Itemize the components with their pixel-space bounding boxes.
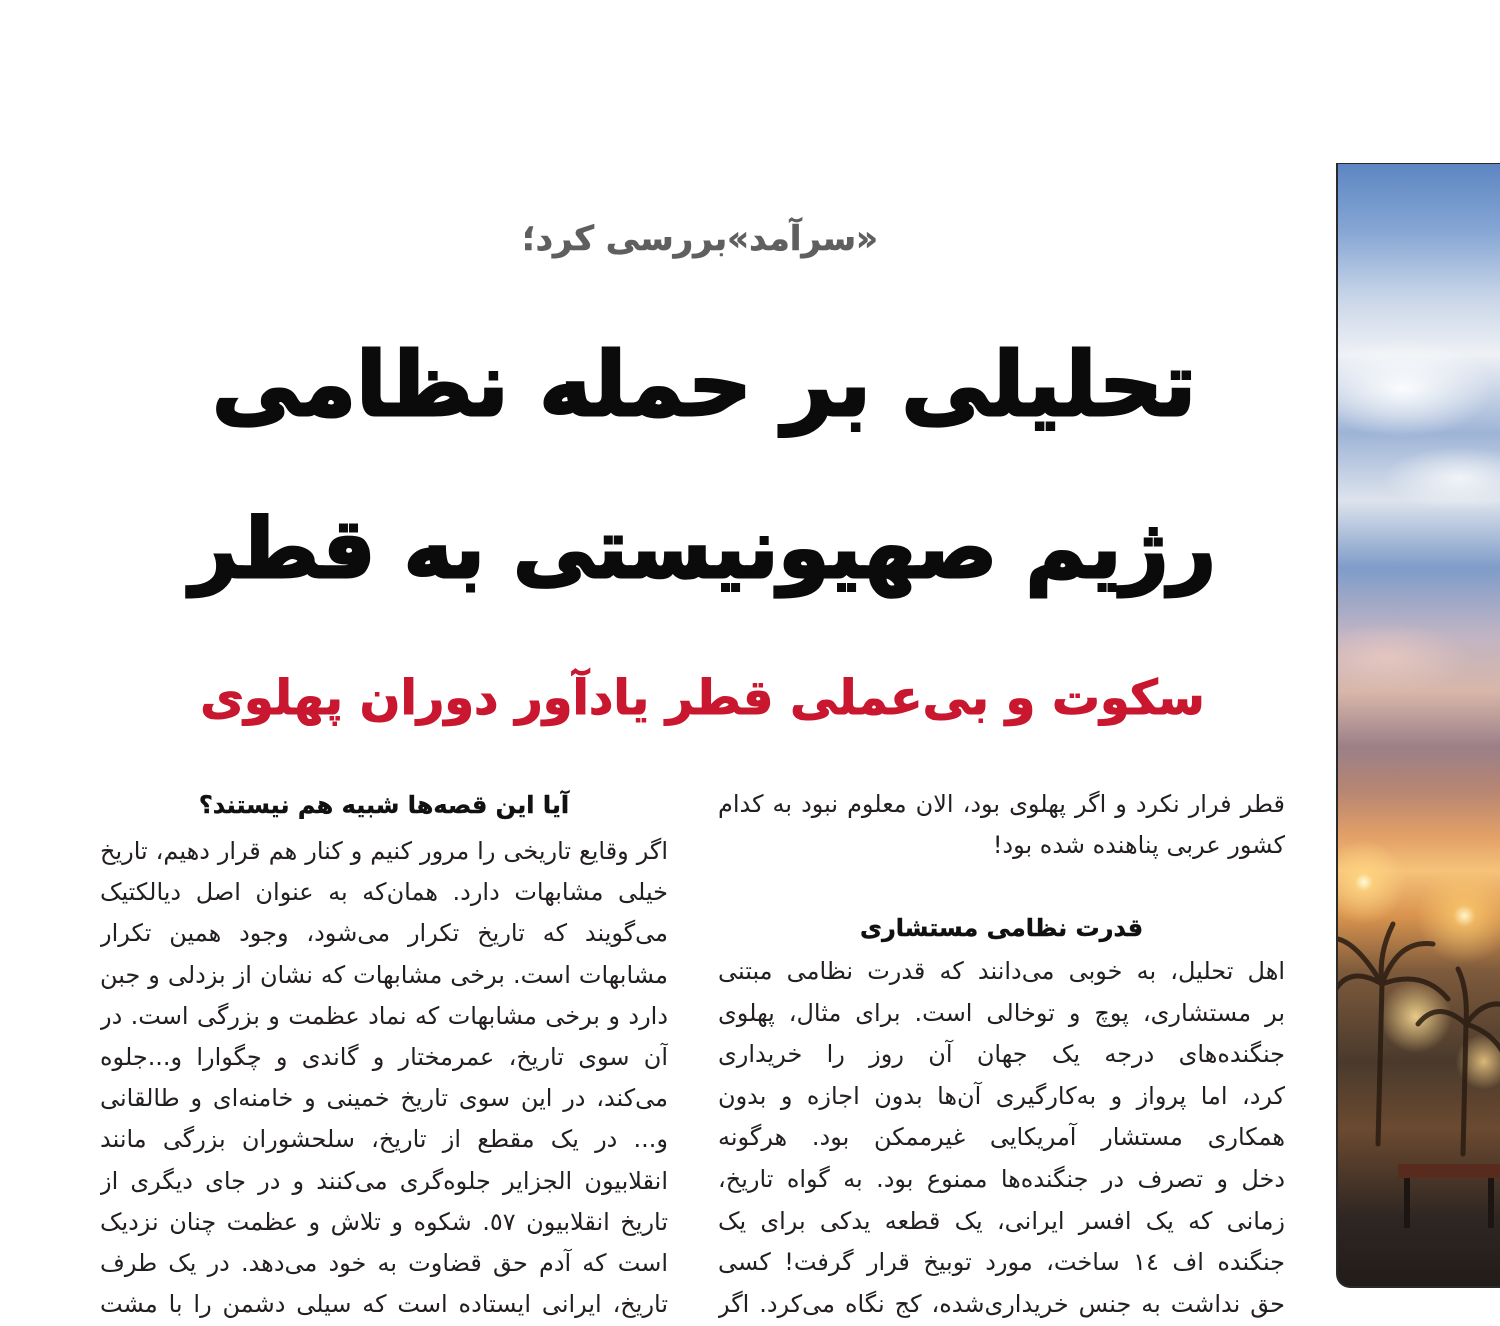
section-heading: قدرت نظامی مستشاری	[859, 914, 1144, 942]
headline-text: رژیم صهیونیستی به قطر	[190, 501, 1216, 597]
paragraph-line: انقلابیون الجزایر جلوه‌گری می‌کنند و در جای دیگری از	[100, 1166, 668, 1195]
paragraph-line: قطر فرار نکرد و اگر پهلوی بود، الان معلوم نبود به کدام	[718, 790, 1285, 818]
paragraph-line: اگر وقایع تاریخی را مرور کنیم و کنار هم قرار دهیم، تاریخ	[100, 837, 668, 865]
paragraph-line: مشابهات است. برخی مشابهات که نشان از بزدلی و جبن	[100, 960, 668, 989]
paragraph-line: کشور عربی پناهنده شده بود!	[992, 831, 1285, 859]
paragraph-line: است که آدم حق قضاوت به خود می‌دهد. در یک طرف	[100, 1249, 668, 1277]
kicker-text: «سرآمد»بررسی کرد؛	[522, 219, 878, 260]
paragraph-line: حق نداشت به جنس خریداری‌شده، کج نگاه می‌کرد. اگر	[718, 1289, 1285, 1318]
kicker	[520, 210, 880, 270]
paragraph-line: و... در یک مقطع از تاریخ، سلحشوران بزرگی مانند	[100, 1125, 668, 1154]
paragraph-line: زمانی که یک افسر ایرانی، یک قطعه یدکی برای یک	[718, 1206, 1285, 1235]
paragraph-line: اهل تحلیل، به خوبی می‌دانند که قدرت نظامی مبتنی	[718, 957, 1285, 985]
paragraph-line: همکاری مستشار آمریکایی غیرممکن بود. هرگونه	[718, 1123, 1285, 1152]
paragraph-line: آن سوی تاریخ، عمرمختار و گاندی و چگوارا و...جلوه	[100, 1043, 668, 1071]
headline-line-2	[188, 470, 1218, 630]
text-column-right	[718, 784, 1285, 1326]
paragraph-line: تاریخ انقلابیون ٥٧. شکوه و تلاش و عظمت چنان نزدیک	[100, 1207, 668, 1236]
subtitle	[198, 652, 1207, 744]
paragraph-line: خیلی مشابهات دارد. همان‌که به عنوان اصل دیالکتیک	[100, 878, 668, 907]
paragraph-line: دارد و برخی مشابهات که نماد عظمت و بزرگی است. در	[100, 1001, 668, 1030]
palm-silhouettes	[1338, 164, 1500, 1288]
paragraph-line: جنگنده‌های درجه یک جهان آن روز را خریداری	[718, 1040, 1285, 1069]
headline-text: تحلیلی بر حمله نظامی	[212, 333, 1196, 437]
paragraph-line: بر مستشاری، پوچ و توخالی است. برای مثال، پهلوی	[718, 998, 1285, 1027]
headline-line-1	[210, 305, 1198, 465]
subtitle-text: سکوت و بی‌عملی قطر یادآور دوران پهلوی	[200, 670, 1205, 726]
text-column-left	[100, 784, 668, 1326]
paragraph-line: می‌گویند که تاریخ تکرار می‌شود، وجود همین تکرار	[100, 919, 668, 948]
paragraph-line: کرد، اما پرواز و به‌کارگیری آن‌ها بدون اجازه و بدون	[718, 1081, 1285, 1110]
article-photo	[1336, 163, 1500, 1288]
paragraph-line: دخل و تصرف در جنگنده‌ها ممنوع بود. به گواه تاریخ،	[718, 1165, 1285, 1193]
paragraph-line: می‌کند، در این سوی تاریخ خمینی و خامنه‌ای و طالقانی	[100, 1084, 668, 1113]
paragraph-line: تاریخ، ایرانی ایستاده است که سیلی دشمن را با مشت	[100, 1290, 668, 1319]
paragraph-line: جنگنده اف ١٤ ساخت، مورد توبیخ قرار گرفت! کسی	[718, 1248, 1285, 1277]
section-heading: آیا این قصه‌ها شبیه هم نیستند؟	[198, 791, 570, 819]
